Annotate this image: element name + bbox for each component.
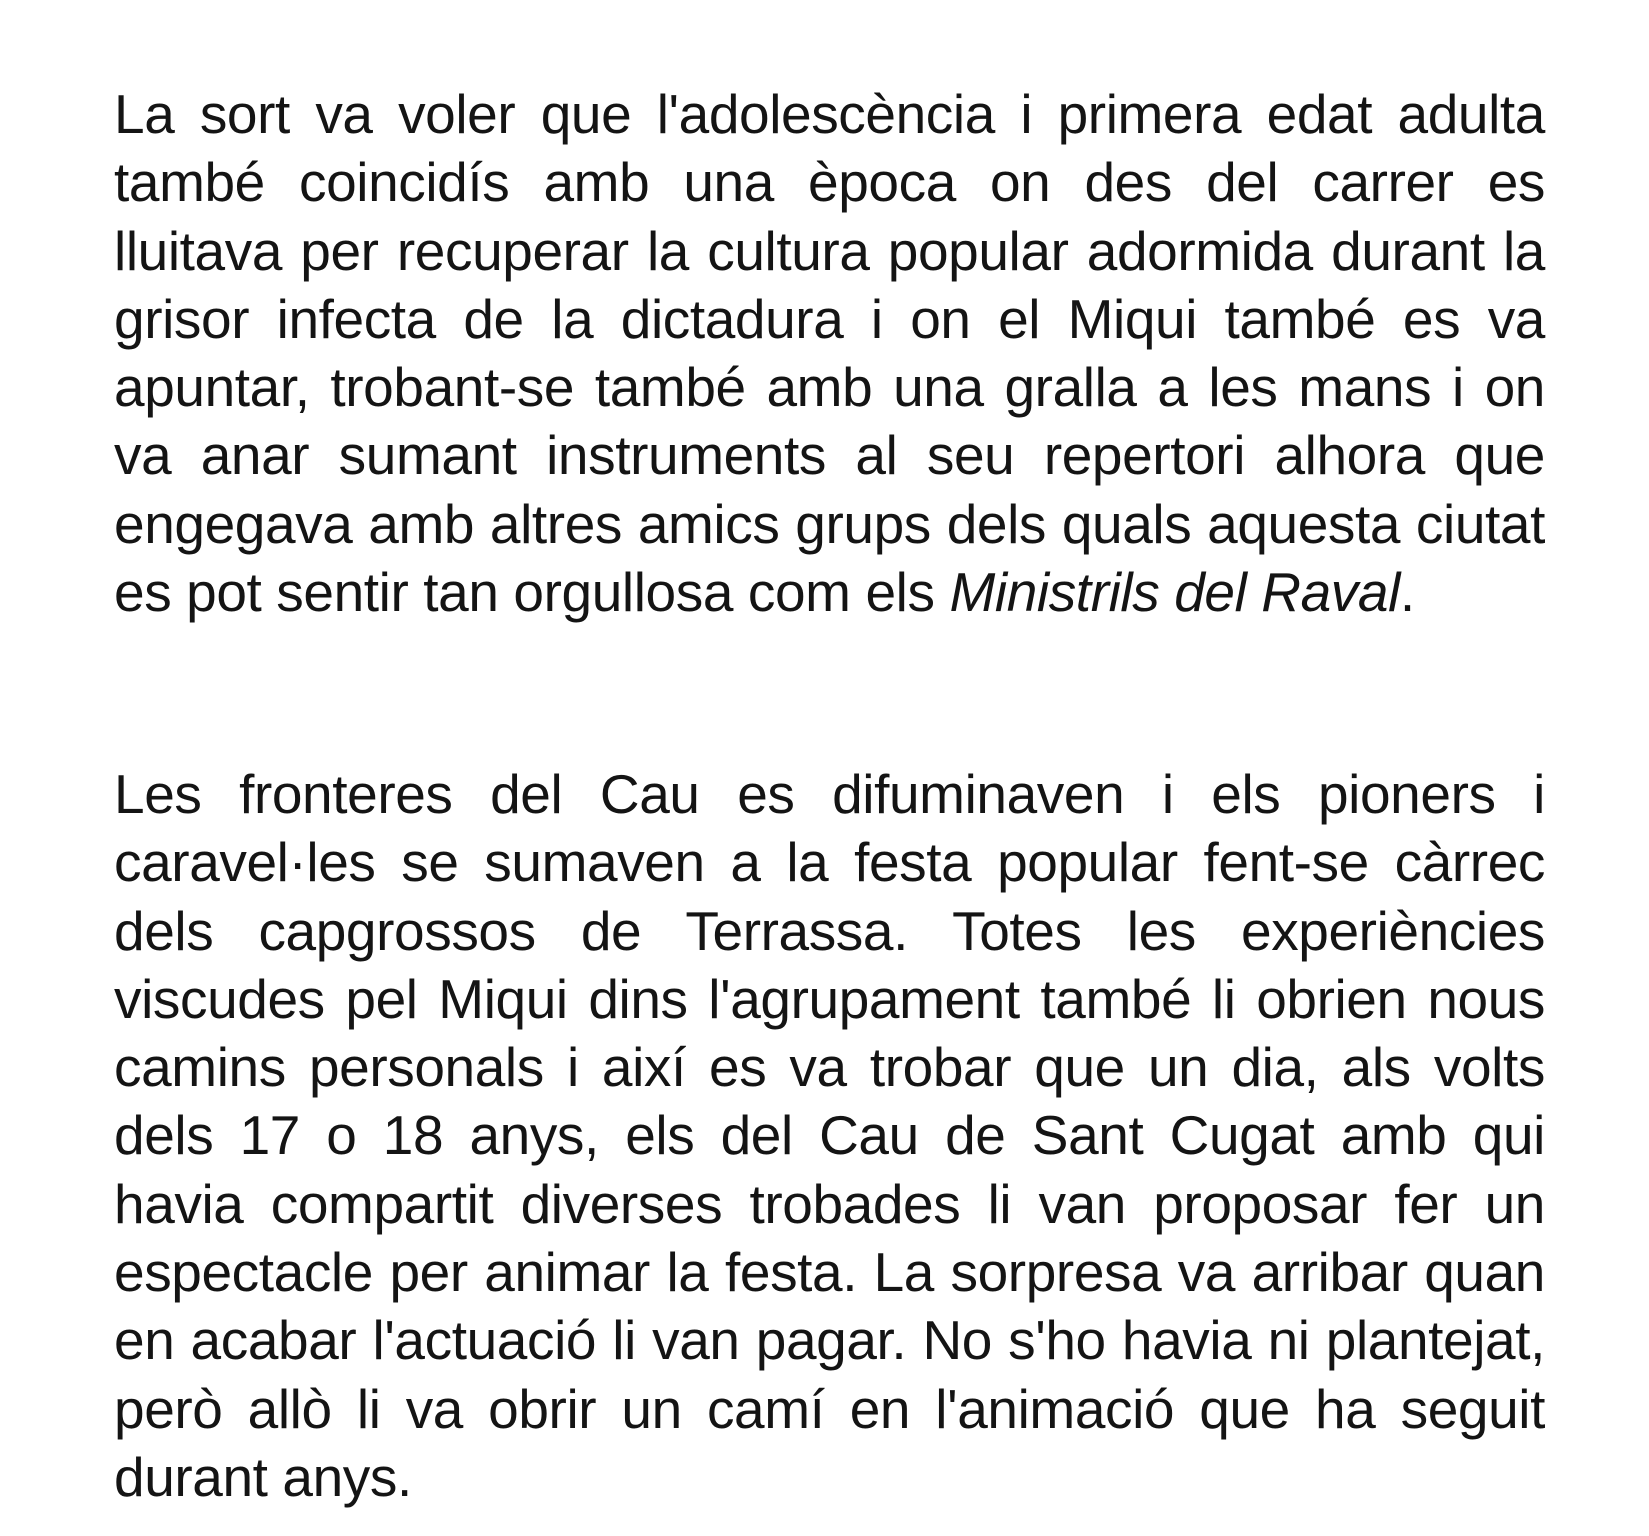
paragraph-1	[114, 80, 1545, 626]
paragraph-1-text	[114, 80, 1545, 626]
paragraph-2	[114, 760, 1545, 1511]
paragraph-1-body: La sort va voler que l'adolescència i primera edat adulta també coincidís amb una època on des del carrer es lluitava per recuperar la cultura popular adormida durant la grisor infecta de la dictadura i on el Miqui també es va apuntar, trobant-se també amb una gralla a les mans i on va anar sumant instruments al seu repertori alhora que engegava amb altres amics grups dels quals aquesta ciutat es pot sentir tan orgullosa com els	[114, 83, 1545, 624]
paragraph-2-text: Les fronteres del Cau es difuminaven i els pioners i caravel·les se sumaven a la festa popular fent-se càrrec dels capgrossos de Terrassa. Totes les experiències viscudes pel Miqui dins l'agrupament també li obrien nous camins personals i així es va trobar que un dia, als volts dels 17 o 18 anys, els del Cau de Sant Cugat amb qui havia compartit diverses trobades li van proposar fer un espectacle per animar la festa. La sorpresa va arribar quan en acabar l'actuació li van pagar. No s'ho havia ni plantejat, però allò li va obrir un camí en l'animació que ha seguit durant anys.	[114, 763, 1545, 1508]
italic-group-name: Ministrils del Raval	[949, 561, 1400, 624]
paragraph-1-end: .	[1399, 561, 1415, 624]
